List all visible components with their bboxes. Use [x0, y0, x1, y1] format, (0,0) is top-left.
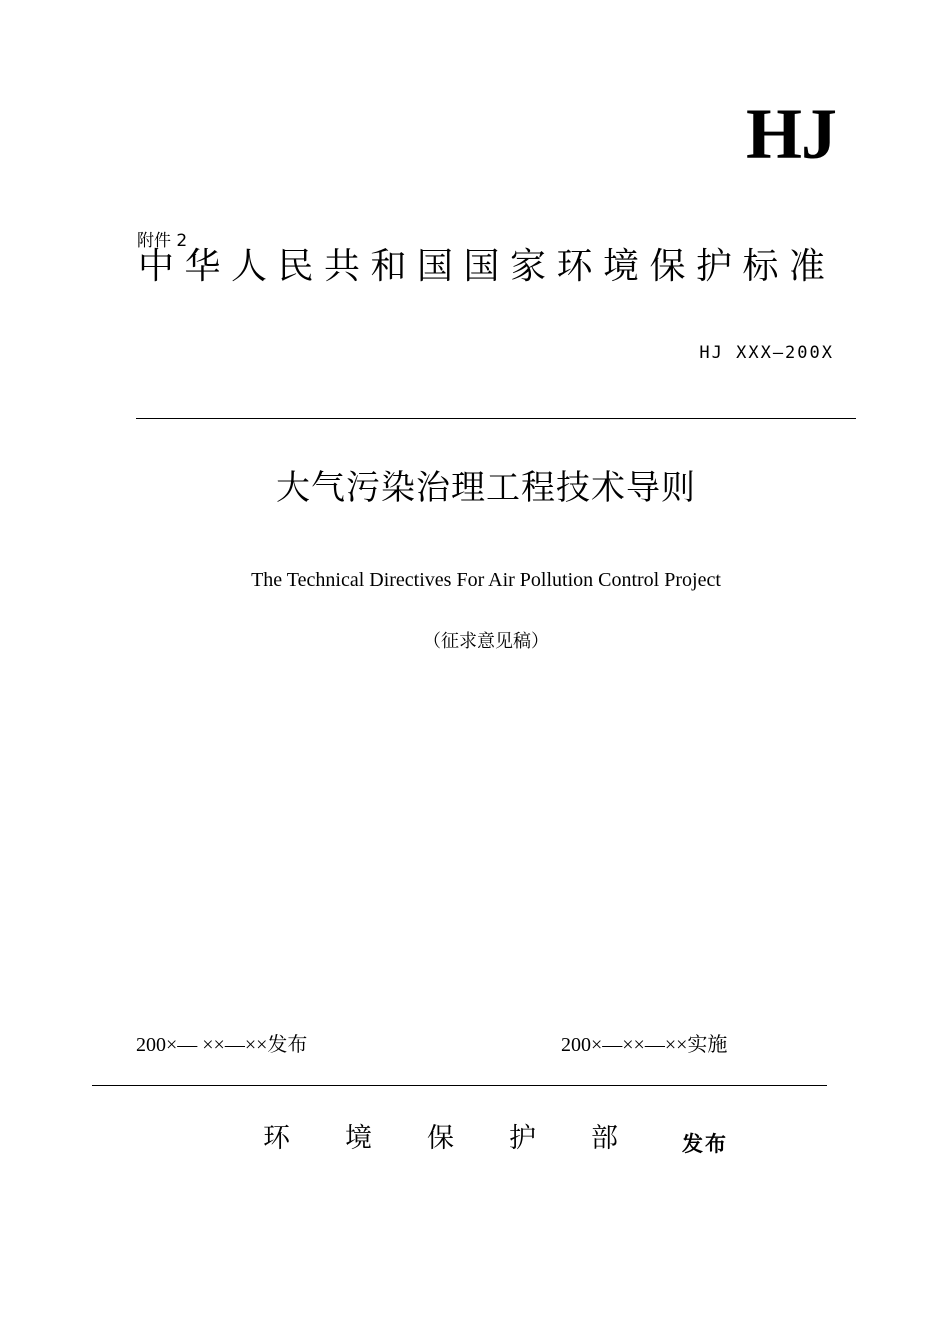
publish-label: 发布 [682, 1132, 728, 1156]
document-title-cn: 大气污染治理工程技术导则 [276, 468, 696, 508]
draft-note: （征求意见稿） [423, 631, 549, 652]
top-divider [136, 418, 856, 419]
standard-number: HJ XXX—200X [699, 343, 834, 363]
implementation-date: 200×—××—××实施 [561, 1034, 728, 1056]
publisher-name: 环境保护部 [263, 1123, 673, 1154]
national-standard-title: 中华人民共和国国家环境保护标准 [138, 246, 836, 287]
document-title-en: The Technical Directives For Air Pollution Control Project [251, 569, 721, 591]
bottom-divider [92, 1085, 827, 1086]
attachment-label: 附件 2 [137, 231, 188, 251]
issue-date: 200×— ××—××发布 [136, 1034, 308, 1056]
standard-code-logo: HJ [745, 94, 836, 174]
